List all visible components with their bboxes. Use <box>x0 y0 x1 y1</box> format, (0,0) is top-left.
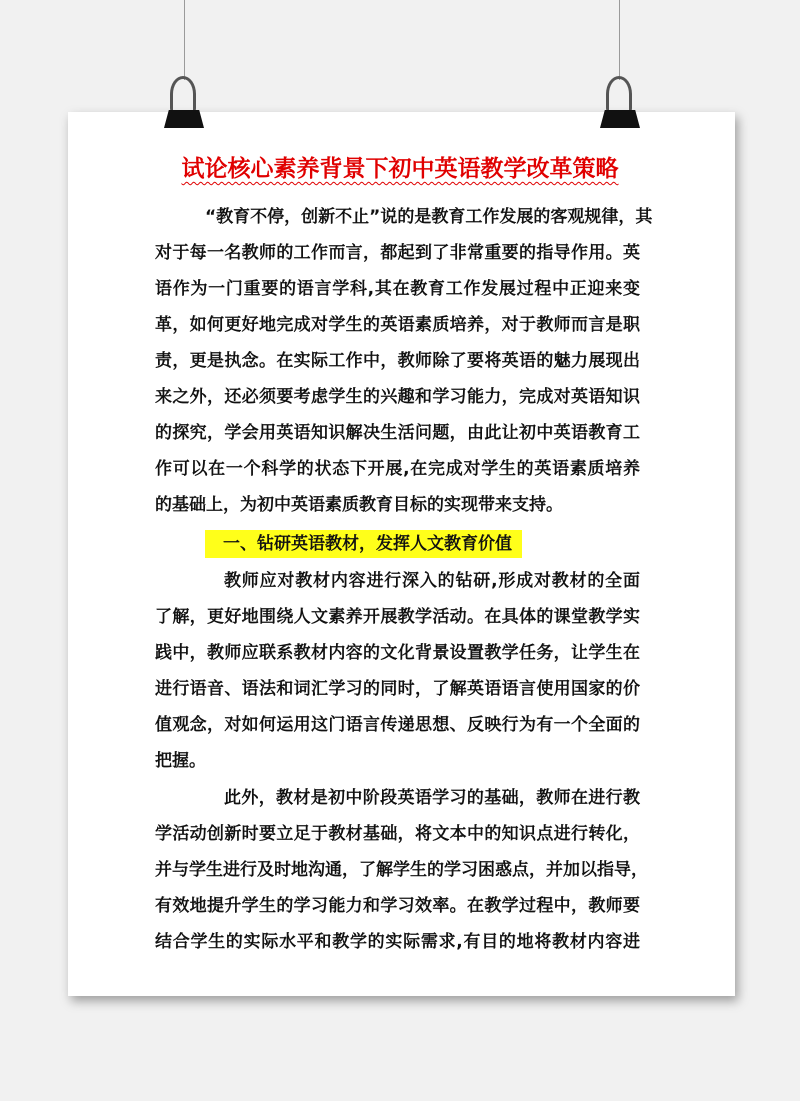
text-line: 践中，教师应联系教材内容的文化背景设置教学任务，让学生在 <box>155 643 640 663</box>
text-line: 学活动创新时要立足于教材基础，将文本中的知识点进行转化， <box>155 824 640 844</box>
text-line: 对于每一名教师的工作而言，都起到了非常重要的指导作用。英 <box>155 243 640 263</box>
text-line: 的探究，学会用英语知识解决生活问题，由此让初中英语教育工 <box>155 423 640 443</box>
text-line: 了解，更好地围绕人文素养开展教学活动。在具体的课堂教学实 <box>155 607 640 627</box>
hanging-string-right <box>619 0 620 80</box>
hanging-string-left <box>184 0 185 80</box>
text-line: “教育不停，创新不止”说的是教育工作发展的客观规律，其 <box>205 207 653 227</box>
text-line: 进行语音、语法和词汇学习的同时，了解英语语言使用国家的价 <box>155 679 640 699</box>
text-line: 并与学生进行及时地沟通，了解学生的学习困惑点，并加以指导， <box>155 860 648 880</box>
text-line: 此外，教材是初中阶段英语学习的基础，教师在进行教 <box>224 788 640 808</box>
text-line: 把握。 <box>155 751 206 771</box>
text-line: 来之外，还必须要考虑学生的兴趣和学习能力，完成对英语知识 <box>155 387 640 407</box>
text-line: 革，如何更好地完成对学生的英语素质培养，对于教师而言是职 <box>155 315 640 335</box>
section-heading-1: 一、钻研英语教材，发挥人文教育价值 <box>205 530 522 558</box>
text-line: 责，更是执念。在实际工作中，教师除了要将英语的魅力展现出 <box>155 351 640 371</box>
text-line: 教师应对教材内容进行深入的钻研,形成对教材的全面 <box>224 571 640 591</box>
text-line: 作可以在一个科学的状态下开展,在完成对学生的英语素质培养 <box>155 459 640 479</box>
document-title: 试论核心素养背景下初中英语教学改革策略 <box>181 156 619 182</box>
text-line: 结合学生的实际水平和教学的实际需求,有目的地将教材内容进 <box>155 932 640 952</box>
text-line: 值观念，对如何运用这门语言传递思想、反映行为有一个全面的 <box>155 715 640 735</box>
text-line: 的基础上，为初中英语素质教育目标的实现带来支持。 <box>155 495 563 515</box>
text-line: 有效地提升学生的学习能力和学习效率。在教学过程中，教师要 <box>155 896 640 916</box>
text-line: 语作为一门重要的语言学科,其在教育工作发展过程中正迎来变 <box>155 279 640 299</box>
